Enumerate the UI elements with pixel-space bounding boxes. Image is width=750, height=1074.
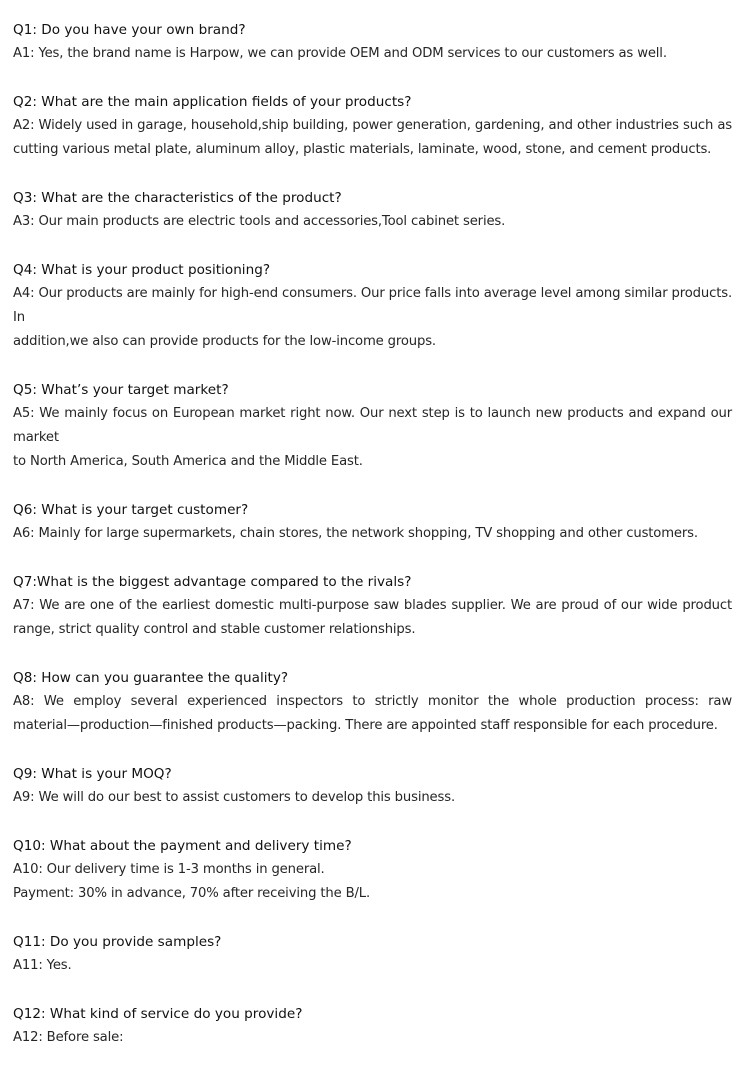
faq-answer-line: A6: Mainly for large supermarkets, chain stores, the network shopping, TV shopping and other customers. bbox=[13, 526, 698, 541]
faq-answer-line: A10: Our delivery time is 1-3 months in general. bbox=[13, 862, 325, 877]
faq-answer-line: A1: Yes, the brand name is Harpow, we can provide OEM and ODM services to our customers as well. bbox=[13, 46, 667, 61]
faq-answer-line: material—production—finished products—packing. There are appointed staff responsible for each procedure. bbox=[13, 718, 718, 733]
faq-question: Q4: What is your product positioning? bbox=[13, 262, 271, 278]
faq-answer-line: to North America, South America and the Middle East. bbox=[13, 454, 363, 469]
faq-answer-line: A4: Our products are mainly for high-end consumers. Our price falls into average level among similar products. In bbox=[13, 286, 732, 325]
faq-item-q3 bbox=[13, 186, 732, 234]
faq-answer-line: A7: We are one of the earliest domestic multi-purpose saw blades supplier. We are proud of our wide product bbox=[13, 598, 732, 613]
faq-question: Q10: What about the payment and delivery time? bbox=[13, 838, 352, 854]
faq-answer-line: A2: Widely used in garage, household,ship building, power generation, gardening, and other industries such as bbox=[13, 118, 732, 133]
faq-item-q10 bbox=[13, 834, 732, 906]
faq-list bbox=[13, 18, 732, 1074]
faq-question: Q1: Do you have your own brand? bbox=[13, 22, 246, 38]
faq-item-q9 bbox=[13, 762, 732, 810]
faq-answer-line: A8: We employ several experienced inspectors to strictly monitor the whole production process: raw bbox=[13, 694, 732, 709]
faq-answer-line: cutting various metal plate, aluminum alloy, plastic materials, laminate, wood, stone, and cement products. bbox=[13, 142, 712, 157]
faq-question: Q9: What is your MOQ? bbox=[13, 766, 172, 782]
faq-item-q4 bbox=[13, 258, 732, 354]
faq-question: Q8: How can you guarantee the quality? bbox=[13, 670, 289, 686]
faq-question: Q11: Do you provide samples? bbox=[13, 934, 222, 950]
faq-answer-line: range, strict quality control and stable customer relationships. bbox=[13, 622, 416, 637]
faq-answer-line: A9: We will do our best to assist customers to develop this business. bbox=[13, 790, 455, 805]
faq-question: Q12: What kind of service do you provide? bbox=[13, 1006, 303, 1022]
faq-question: Q7:What is the biggest advantage compared to the rivals? bbox=[13, 574, 412, 590]
faq-answer-line: A3: Our main products are electric tools and accessories,Tool cabinet series. bbox=[13, 214, 506, 229]
faq-question: Q2: What are the main application fields of your products? bbox=[13, 94, 412, 110]
faq-item-q2 bbox=[13, 90, 732, 162]
faq-question: Q5: What’s your target market? bbox=[13, 382, 229, 398]
faq-answer-line: A11: Yes. bbox=[13, 958, 72, 973]
faq-item-q1 bbox=[13, 18, 732, 66]
faq-item-q11 bbox=[13, 930, 732, 978]
faq-item-q12 bbox=[13, 1002, 732, 1050]
faq-item-q7 bbox=[13, 570, 732, 642]
faq-answer-line: Payment: 30% in advance, 70% after receiving the B/L. bbox=[13, 886, 370, 901]
faq-item-q8 bbox=[13, 666, 732, 738]
faq-answer-line: addition,we also can provide products for the low-income groups. bbox=[13, 334, 436, 349]
faq-answer-line: A5: We mainly focus on European market right now. Our next step is to launch new products and expand our market bbox=[13, 406, 732, 445]
faq-question: Q3: What are the characteristics of the product? bbox=[13, 190, 342, 206]
faq-answer-line: A12: Before sale: bbox=[13, 1030, 124, 1045]
faq-item-q6 bbox=[13, 498, 732, 546]
faq-question: Q6: What is your target customer? bbox=[13, 502, 249, 518]
faq-item-q5 bbox=[13, 378, 732, 474]
